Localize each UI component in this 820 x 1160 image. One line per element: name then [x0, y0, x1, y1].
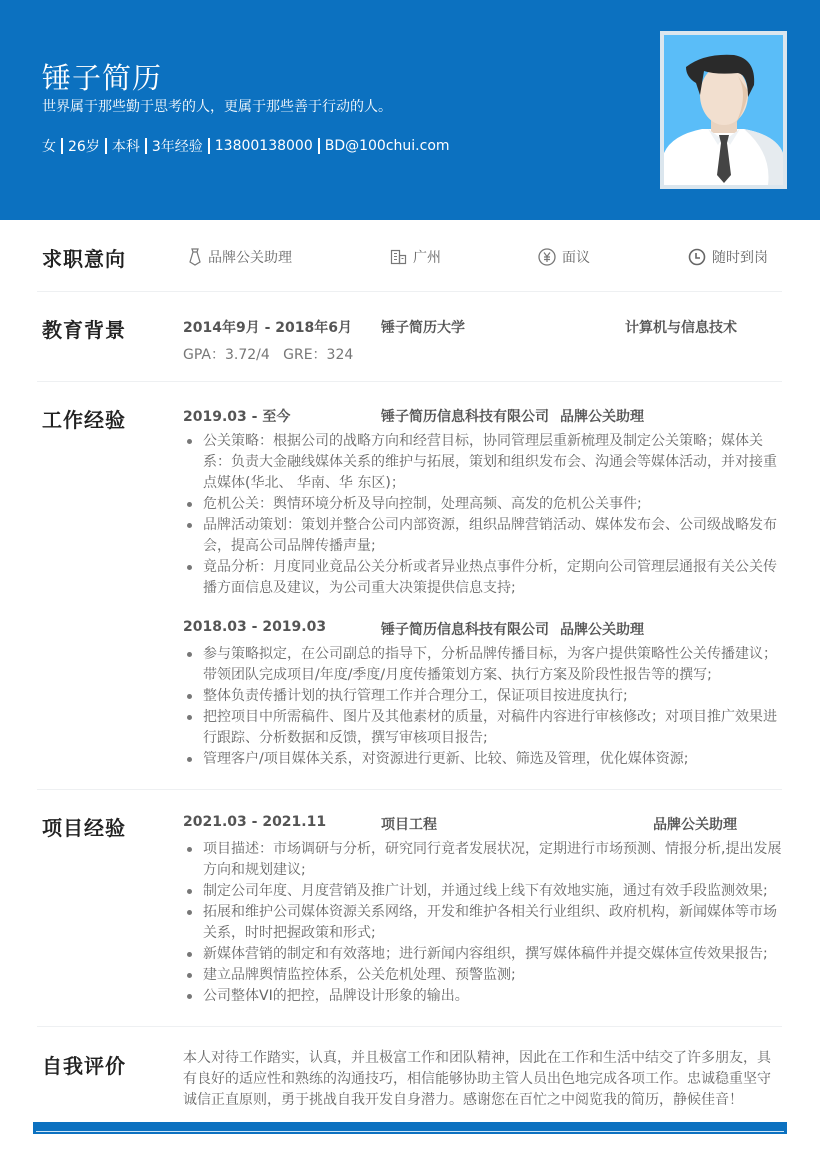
- job-period: 2018.03 - 2019.03: [183, 619, 327, 635]
- intent-availability-label: 随时到岗: [712, 250, 768, 266]
- education-major: 计算机与信息技术: [625, 320, 737, 336]
- section-title-intent: 求职意向: [42, 247, 126, 271]
- clock-icon: [688, 248, 706, 266]
- building-icon: [390, 249, 407, 265]
- list-item: 管理客户/项目媒体关系，对资源进行更新、比较、筛选及管理，优化媒体资源;: [183, 749, 783, 770]
- section-divider: [37, 789, 782, 790]
- intent-salary: [538, 247, 590, 267]
- basic-info: [42, 136, 450, 156]
- list-item: 把控项目中所需稿件、图片及其他素材的质量，对稿件内容进行审核修改；对项目推广效果进行跟踪、分析数据和反馈，撰写审核项目报告;: [183, 707, 783, 749]
- intent-position: [188, 247, 292, 267]
- self-eval-text: 本人对待工作踏实，认真，并且极富工作和团队精神，因此在工作和生活中结交了许多朋友，具有良好的适应性和熟练的沟通技巧，相信能够协助主管人员出色地完成各项工作。忠诚稳重坚守诚信正直原则，勇于挑战自我开发自身潜力。感谢您在百忙之中阅览我的简历，静候佳音！: [183, 1050, 771, 1108]
- list-item: 危机公关：舆情环境分析及导向控制，处理高频、高发的危机公关事件;: [183, 494, 783, 515]
- info-experience: 3年经验: [151, 139, 203, 155]
- info-gender: 女: [42, 139, 56, 155]
- section-divider: [37, 1026, 782, 1027]
- list-item: 竟品分析：月度同业竟品公关分析或者异业热点事件分析，定期向公司管理层通报有关公关传播方面信息及建议，为公司重大决策提供信息支持;: [183, 557, 783, 599]
- job-position: 品牌公关助理: [560, 409, 644, 425]
- info-separator: [208, 138, 210, 154]
- info-phone: 13800138000: [214, 138, 313, 154]
- job-period: 2019.03 - 至今: [183, 409, 291, 425]
- avatar: [660, 31, 787, 189]
- info-degree: 本科: [111, 139, 140, 155]
- footer-line: [36, 1131, 784, 1132]
- job-company: 锤子简历信息科技有限公司: [381, 622, 549, 638]
- job-duties-list: [183, 644, 783, 770]
- info-separator: [61, 138, 63, 154]
- section-title-project: 项目经验: [42, 816, 126, 840]
- intent-availability: [688, 247, 768, 267]
- intent-city: [390, 247, 441, 267]
- yen-icon: [538, 248, 556, 266]
- motto: 世界属于那些勤于思考的人，更属于那些善于行动的人。: [42, 99, 392, 115]
- info-separator: [105, 138, 107, 154]
- section-title-self-eval: 自我评价: [42, 1054, 126, 1078]
- info-separator: [145, 138, 147, 154]
- section-divider: [37, 291, 782, 292]
- intent-city-label: 广州: [413, 250, 441, 266]
- project-role: 品牌公关助理: [653, 817, 737, 833]
- project-name: 项目工程: [381, 817, 437, 833]
- project-period: 2021.03 - 2021.11: [183, 814, 327, 830]
- list-item: 公关策略：根据公司的战略方向和经营目标，协同管理层重新梳理及制定公关策略；媒体关系：负责大金融线媒体关系的维护与拓展，策划和组织发布会、沟通会等媒体活动，并对接重点媒体(华北、 华南、华 东区)；: [183, 431, 783, 494]
- list-item: 公司整体VI的把控，品牌设计形象的输出。: [183, 986, 783, 1007]
- list-item: 项目描述：市场调研与分析，研究同行竟者发展状况，定期进行市场预测、情报分析,提出发展方向和规划建议;: [183, 839, 783, 881]
- education-school: 锤子简历大学: [381, 320, 465, 336]
- section-title-work: 工作经验: [42, 408, 126, 432]
- tie-icon: [188, 248, 202, 266]
- job-duties-list: [183, 431, 783, 599]
- info-separator: [318, 138, 320, 154]
- project-duties-list: [183, 839, 783, 1007]
- job-position: 品牌公关助理: [560, 622, 644, 638]
- intent-position-label: 品牌公关助理: [208, 250, 292, 266]
- section-divider: [37, 381, 782, 382]
- list-item: 建立品牌舆情监控体系，公关危机处理、预警监测;: [183, 965, 783, 986]
- job-company: 锤子简历信息科技有限公司: [381, 409, 549, 425]
- education-period: 2014年9月 - 2018年6月: [183, 320, 352, 336]
- info-age: 26岁: [68, 139, 100, 155]
- education-scores: GPA：3.72/4 GRE：324: [183, 347, 354, 363]
- info-email: BD@100chui.com: [324, 138, 450, 154]
- list-item: 品牌活动策划：策划并整合公司内部资源，组织品牌营销活动、媒体发布会、公司级战略发布会，提高公司品牌传播声量;: [183, 515, 783, 557]
- avatar-person-icon: [664, 35, 783, 185]
- list-item: 整体负责传播计划的执行管理工作并合理分工，保证项目按进度执行;: [183, 686, 783, 707]
- list-item: 制定公司年度、月度营销及推广计划，并通过线上线下有效地实施，通过有效手段监测效果;: [183, 881, 783, 902]
- list-item: 拓展和维护公司媒体资源关系网络，开发和维护各相关行业组织、政府机构，新闻媒体等市场关系，时时把握政策和形式;: [183, 902, 783, 944]
- footer-bar: [33, 1122, 787, 1134]
- list-item: 新媒体营销的制定和有效落地；进行新闻内容组织，撰写媒体稿件并提交媒体宣传效果报告;: [183, 944, 783, 965]
- list-item: 参与策略拟定，在公司副总的指导下，分析品牌传播目标，为客户提供策略性公关传播建议；带领团队完成项目/年度/季度/月度传播策划方案、执行方案及阶段性报告等的撰写;: [183, 644, 783, 686]
- intent-salary-label: 面议: [562, 250, 590, 266]
- section-title-education: 教育背景: [42, 318, 126, 342]
- resume-name: 锤子简历: [42, 61, 163, 95]
- resume-header: [0, 0, 820, 220]
